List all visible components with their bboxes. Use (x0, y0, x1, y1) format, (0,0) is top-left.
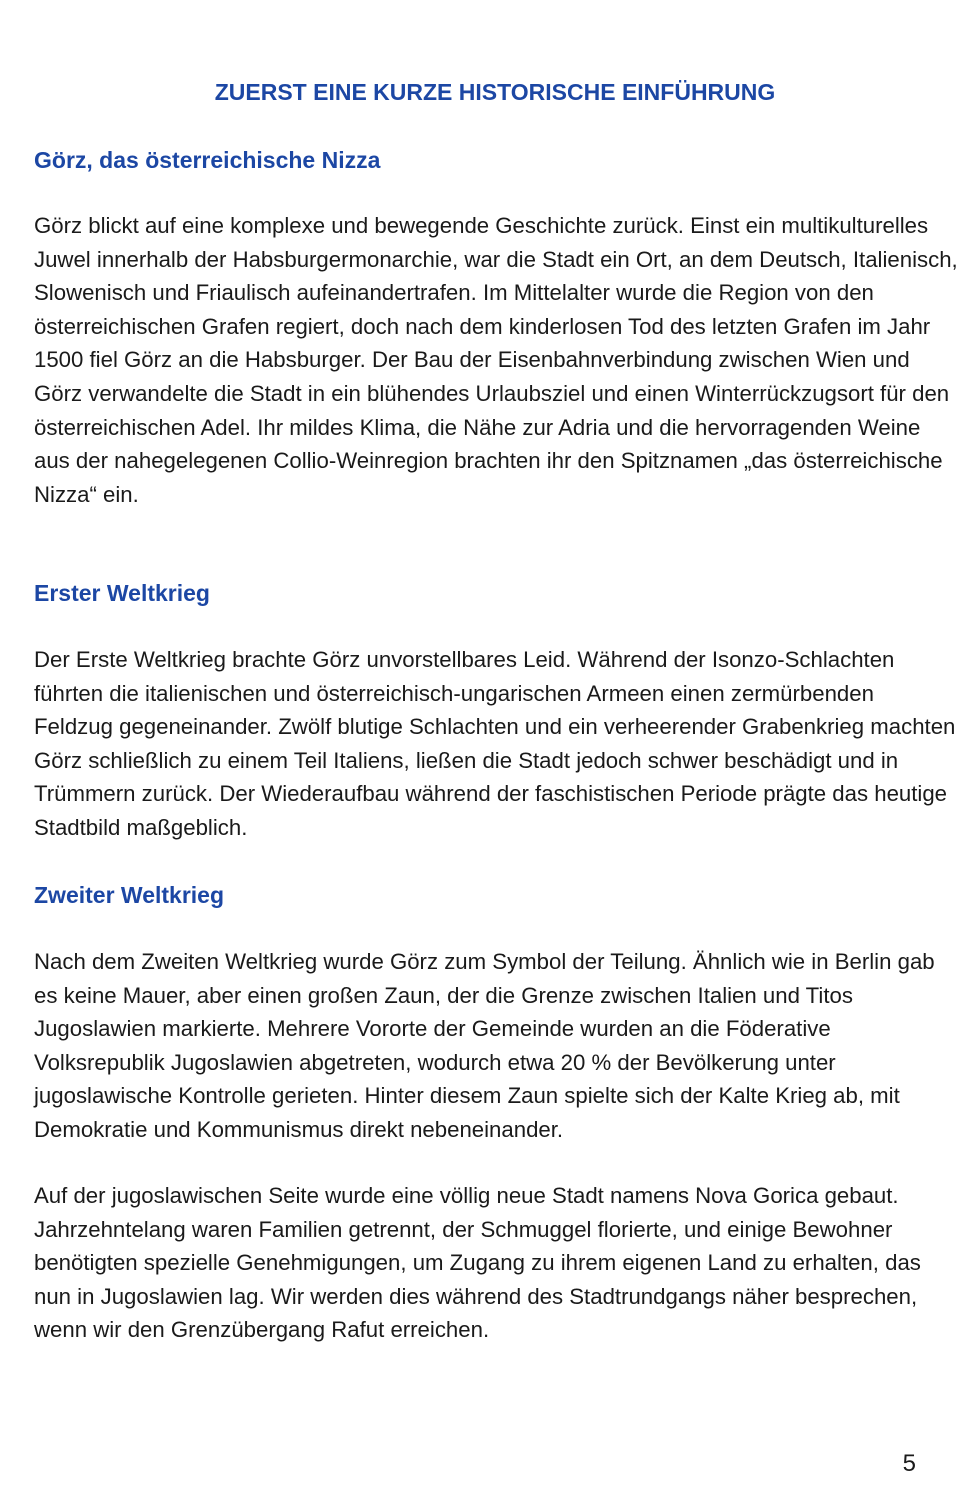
section-heading-erster-weltkrieg: Erster Weltkrieg (34, 580, 210, 606)
paragraph-erster-weltkrieg: Der Erste Weltkrieg brachte Görz unvorstellbares Leid. Während der Isonzo-Schlachten führten die italienischen und österreichisch-ungarischen Armeen einen zermürbenden Feldzug gegeneinander. Zwölf blutige Schlachten und ein verheerender Grabenkrieg machten Görz schließlich zu einem Teil Italiens, ließen die Stadt jedoch schwer beschädigt und in Trümmern zurück. Der Wiederaufbau während der faschistischen Periode prägte das heutige Stadtbild maßgeblich. (34, 647, 956, 840)
paragraph-zweiter-weltkrieg-1: Nach dem Zweiten Weltkrieg wurde Görz zum Symbol der Teilung. Ähnlich wie in Berlin gab es keine Mauer, aber einen großen Zaun, der die Grenze zwischen Italien und Titos Jugoslawien markierte. Mehrere Vororte der Gemeinde wurden an die Föderative Volksrepublik Jugoslawien abgetreten, wodurch etwa 20 % der Bevölkerung unter jugoslawische Kontrolle gerieten. Hinter diesem Zaun spielte sich der Kalte Krieg ab, mit Demokratie und Kommunismus direkt nebeneinander. (34, 949, 935, 1142)
paragraph-zweiter-weltkrieg-2: Auf der jugoslawischen Seite wurde eine völlig neue Stadt namens Nova Gorica gebaut. Jahrzehntelang waren Familien getrennt, der Schmuggel florierte, und einige Bewohner benötigten spezielle Genehmigungen, um Zugang zu ihrem eigenen Land zu erhalten, das nun in Jugoslawien lag. Wir werden dies während des Stadtrundgangs näher besprechen, wenn wir den Grenzübergang Rafut erreichen. (34, 1183, 921, 1343)
section-heading-goerz: Görz, das österreichische Nizza (34, 147, 381, 173)
section-heading-zweiter-weltkrieg: Zweiter Weltkrieg (34, 882, 225, 908)
paragraph-goerz: Görz blickt auf eine komplexe und bewegende Geschichte zurück. Einst ein multikulturelles Juwel innerhalb der Habsburgermonarchie, war die Stadt ein Ort, an dem Deutsch, Italienisch, Slowenisch und Friaulisch aufeinandertrafen. Im Mittelalter wurde die Region von den österreichischen Grafen regiert, doch nach dem kinderlosen Tod des letzten Grafen im Jahr 1500 fiel Görz an die Habsburger. Der Bau der Eisenbahnverbindung zwischen Wien und Görz verwandelte die Stadt in ein blühendes Urlaubsziel und einen Winterrückzugsort für den österreichischen Adel. Ihr mildes Klima, die Nähe zur Adria und die hervorragenden Weine aus der nahegelegenen Collio-Weinregion brachten ihr den Spitznamen „das österreichische Nizza“ ein. (34, 213, 958, 507)
page-title: ZUERST EINE KURZE HISTORISCHE EINFÜHRUNG (214, 79, 776, 105)
page-number: 5 (902, 1450, 916, 1477)
